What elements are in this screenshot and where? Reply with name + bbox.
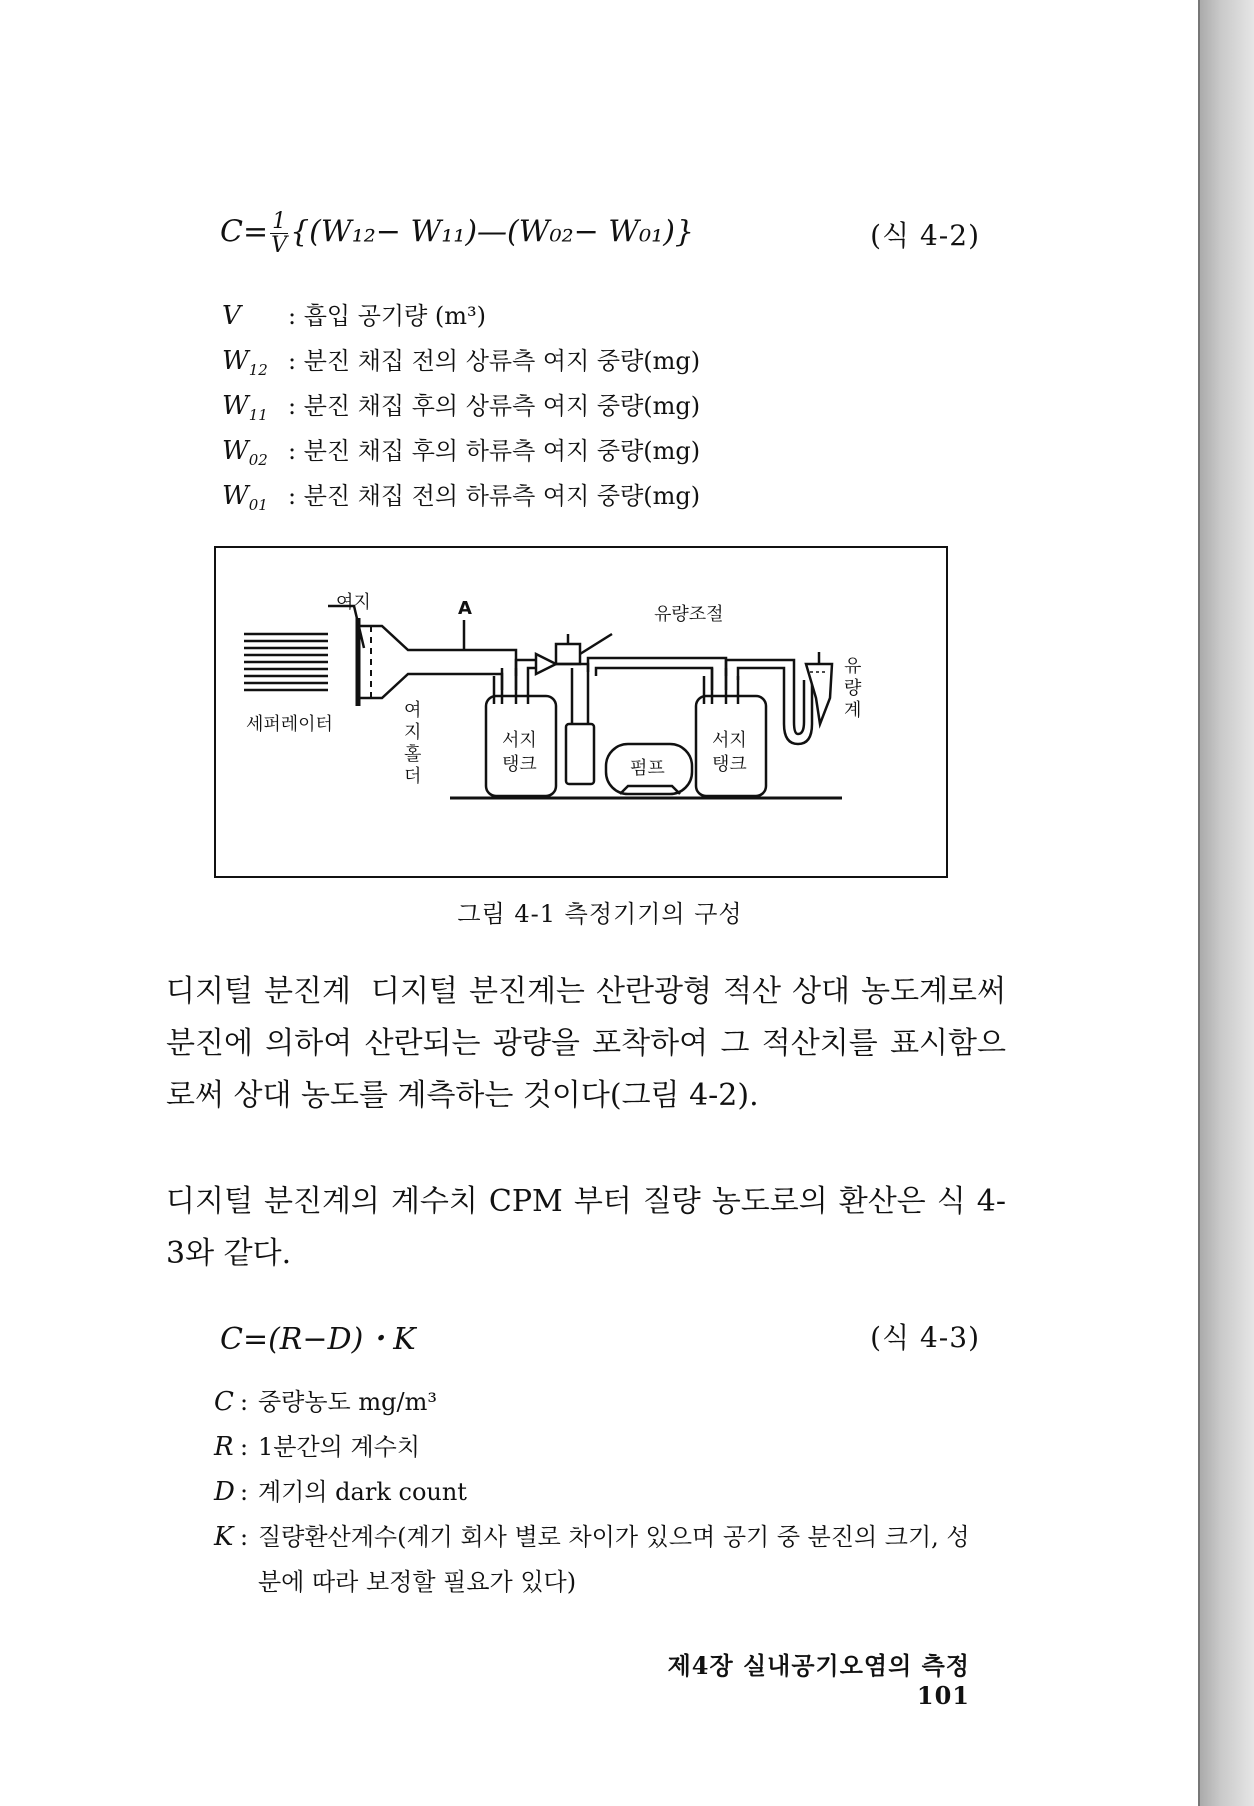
separator-lines bbox=[244, 634, 328, 690]
symbol-letter: V bbox=[222, 301, 241, 331]
label-holder-char: 더 bbox=[404, 766, 422, 787]
page-number: 101 bbox=[916, 1681, 970, 1710]
definition-row bbox=[214, 1515, 970, 1560]
figure-4-1-diagram bbox=[214, 546, 948, 878]
paragraph-text: 디지털 분진계는 산란광형 적산 상대 농도계로써 분진에 의하여 산란되는 광량을 포착하여 그 적산치를 표시함으로써 상대 농도를 계측하는 것이다(그림 4-2). bbox=[166, 974, 1006, 1113]
label-surge-tank-1: 서지 bbox=[502, 730, 537, 751]
figure-caption: 그림 4-1 측정기기의 구성 bbox=[457, 900, 743, 928]
symbol-subscript: 11 bbox=[248, 406, 268, 425]
variable-description: 질량환산계수(계기 회사 별로 차이가 있으며 공기 중 분진의 크기, 성 bbox=[258, 1523, 970, 1551]
formula-rhs: {(W₁₂− W₁₁)—(W₀₂− W₀₁)} bbox=[290, 214, 694, 250]
variable-symbol: K bbox=[214, 1522, 234, 1552]
colon: : bbox=[240, 1478, 249, 1506]
variable-definitions bbox=[222, 296, 700, 521]
label-holder-char: 지 bbox=[404, 722, 422, 743]
formula-4-3 bbox=[220, 1314, 980, 1358]
symbol-letter: W bbox=[222, 391, 249, 421]
formula-4-2 bbox=[220, 210, 980, 257]
label-holder-char: 홀 bbox=[404, 744, 422, 765]
variable-symbol: R bbox=[214, 1432, 234, 1462]
paragraph-conversion bbox=[166, 1176, 1006, 1280]
symbol-letter: W bbox=[222, 481, 249, 511]
colon: : bbox=[240, 1523, 249, 1551]
label-filter-holder bbox=[404, 700, 421, 787]
formula-expression bbox=[220, 210, 694, 257]
colon: : bbox=[240, 1433, 249, 1461]
definition-row bbox=[222, 476, 700, 521]
variable-description: : 분진 채집 후의 상류측 여지 중량(mg) bbox=[288, 392, 701, 420]
definition-row bbox=[222, 341, 700, 386]
label-surge-tank-1: 탱크 bbox=[502, 754, 537, 775]
fraction-denominator: V bbox=[271, 233, 288, 259]
symbol-subscript: 12 bbox=[248, 361, 268, 380]
symbol-subscript: 02 bbox=[248, 451, 268, 470]
definition-row bbox=[214, 1425, 970, 1470]
definition-row bbox=[214, 1380, 970, 1425]
variable-description: : 분진 채집 전의 하류측 여지 중량(mg) bbox=[288, 482, 701, 510]
label-surge-tank-2: 서지 bbox=[712, 730, 747, 751]
paragraph-heading: 디지털 분진계 bbox=[166, 974, 351, 1009]
label-meter-char: 계 bbox=[844, 700, 862, 721]
label-holder-char: 여 bbox=[404, 700, 422, 721]
variable-symbol bbox=[222, 436, 288, 469]
fraction-numerator: 1 bbox=[272, 209, 287, 234]
variable-symbol bbox=[222, 391, 288, 424]
variable-symbol bbox=[222, 481, 288, 514]
variable-description: : 흡입 공기량 (m³) bbox=[288, 302, 486, 330]
label-meter-char: 유 bbox=[844, 656, 862, 677]
variable-symbol: C bbox=[214, 1387, 234, 1417]
label-filter: 여지 bbox=[336, 592, 371, 613]
symbol-subscript: 01 bbox=[248, 496, 268, 515]
label-meter-char: 량 bbox=[844, 678, 862, 699]
label-point-a: A bbox=[458, 598, 472, 619]
variable-description: : 분진 채집 후의 하류측 여지 중량(mg) bbox=[288, 437, 701, 465]
paragraph-digital-dust-meter bbox=[166, 966, 1006, 1122]
equation-number: (식 4-3) bbox=[870, 1321, 980, 1354]
colon: : bbox=[240, 1388, 249, 1416]
fraction bbox=[270, 210, 288, 257]
symbol-letter: W bbox=[222, 436, 249, 466]
variable-description: 계기의 dark count bbox=[258, 1478, 467, 1506]
definition-row bbox=[214, 1470, 970, 1515]
equation-number: (식 4-2) bbox=[870, 218, 980, 252]
label-surge-tank-2: 탱크 bbox=[712, 754, 747, 775]
label-pump: 펌프 bbox=[630, 758, 665, 779]
variable-description-continued: 분에 따라 보정할 필요가 있다) bbox=[258, 1568, 577, 1596]
variable-definitions-2 bbox=[214, 1380, 970, 1605]
label-flow-control: 유량조절 bbox=[654, 604, 724, 625]
variable-symbol bbox=[222, 346, 288, 379]
variable-description: : 분진 채집 전의 상류측 여지 중량(mg) bbox=[288, 347, 701, 375]
label-separator: 세퍼레이터 bbox=[246, 714, 333, 735]
label-flowmeter bbox=[844, 656, 862, 721]
chapter-title: 제4장 실내공기오염의 측정 bbox=[667, 1651, 970, 1680]
variable-symbol bbox=[222, 301, 288, 331]
definition-row bbox=[222, 431, 700, 476]
symbol-letter: W bbox=[222, 346, 249, 376]
variable-description: 중량농도 mg/m³ bbox=[258, 1388, 437, 1416]
paragraph-text: 디지털 분진계의 계수치 CPM 부터 질량 농도로의 환산은 식 4-3와 같다. bbox=[166, 1184, 1006, 1271]
apparatus-diagram bbox=[216, 548, 946, 876]
definition-row bbox=[222, 296, 700, 341]
page-edge-shadow bbox=[1198, 0, 1254, 1806]
formula-lhs: C= bbox=[220, 214, 269, 250]
formula-expression: C=(R−D)・K bbox=[220, 1322, 416, 1357]
variable-description: 1분간의 계수치 bbox=[258, 1433, 421, 1461]
definition-row bbox=[222, 386, 700, 431]
page-footer bbox=[600, 1646, 970, 1710]
variable-symbol: D bbox=[214, 1477, 235, 1507]
